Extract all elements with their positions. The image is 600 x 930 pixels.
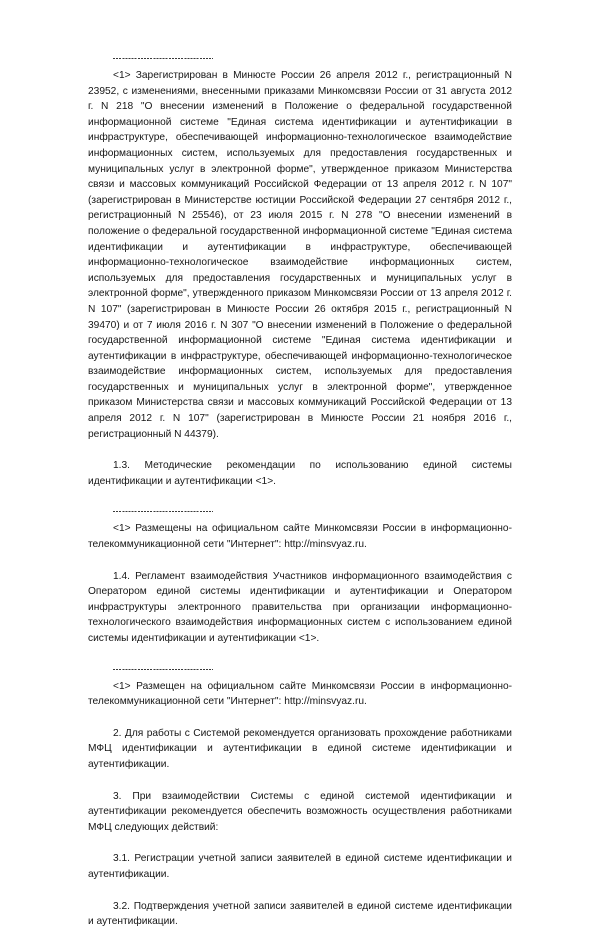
footnote-3-text: <1> Размещен на официальном сайте Минкомсвязи России в информационно-телекоммуникационной сети "Интернет": http://minsvyaz.ru. bbox=[88, 680, 512, 708]
clause-3-2: 3.2. Подтверждения учетной записи заявителей в единой системе идентификации и аутентификации. bbox=[88, 900, 512, 928]
clause-3: 3. При взаимодействии Системы с единой системой идентификации и аутентификации рекомендуется обеспечить возможность осуществления работниками МФЦ следующих действий: bbox=[88, 790, 512, 833]
dashed-rule bbox=[113, 58, 213, 59]
document-text-body bbox=[88, 52, 512, 930]
footnote-separator-2 bbox=[88, 505, 512, 521]
clause-2: 2. Для работы с Системой рекомендуется организовать прохождение работниками МФЦ идентификации и аутентификации в единой системе идентификации и аутентификации. bbox=[88, 727, 512, 770]
spacer bbox=[88, 710, 512, 726]
spacer bbox=[88, 647, 512, 663]
spacer bbox=[88, 553, 512, 569]
dashed-rule bbox=[113, 511, 213, 512]
clause-1-3: 1.3. Методические рекомендации по использованию единой системы идентификации и аутентификации <1>. bbox=[88, 460, 512, 487]
spacer bbox=[88, 883, 512, 899]
clause-1-4: 1.4. Регламент взаимодействия Участников информационного взаимодействия с Оператором единой системы идентификации и аутентификации и Оператором инфраструктуры электронного правительства при организации информационно-технологического взаимодействия информационных систем с использованием единой системы идентификации и аутентификации <1>. bbox=[88, 570, 512, 644]
dashed-rule bbox=[113, 669, 213, 670]
spacer bbox=[88, 489, 512, 505]
clause-3-1: 3.1. Регистрации учетной записи заявителей в единой системе идентификации и аутентификации. bbox=[88, 853, 512, 880]
spacer bbox=[88, 835, 512, 851]
footnote-separator-1 bbox=[88, 52, 512, 68]
spacer bbox=[88, 442, 512, 458]
spacer bbox=[88, 773, 512, 789]
footnote-2-text: <1> Размещены на официальном сайте Минкомсвязи России в информационно-телекоммуникационной сети "Интернет": http://minsvyaz.ru. bbox=[88, 523, 512, 551]
footnote-1-text: <1> Зарегистрирован в Минюсте России 26 апреля 2012 г., регистрационный N 23952, с изменениями, внесенными приказами Минкомсвязи России от 31 августа 2012 г. N 218 "О внесении изменений в Положение о федеральной государственной информационной системе "Единая система идентификации и аутентификации в инфраструктуре, обеспечивающей информационно-технологическое взаимодействие информационных систем, используемых для предоставления государственных и муниципальных услуг в электронной форме", утвержденное приказом Министерства связи и массовых коммуникаций Российской Федерации от 13 апреля 2012 г. N 107" (зарегистрирован в Министерстве юстиции Российской Федерации 27 сентября 2012 г., регистрационный N 25546), от 23 июля 2015 г. N 278 "О внесении изменений в положение о федеральной государственной информационной системе "Единая система идентификации и аутентификации в инфраструктуре, обеспечивающей информационно-технологическое взаимодействие информационных систем, используемых для предоставления государственных и муниципальных услуг в электронной форме", утвержденного приказом Минкомсвязи России от 13 апреля 2012 г. N 107" (зарегистрирован в Минюсте России 26 октября 2015 г., регистрационный N 39470) и от 7 июля 2016 г. N 307 "О внесении изменений в Положение о федеральной государственной информационной системе "Единая система идентификации и аутентификации в инфраструктуре, обеспечивающей информационно-технологическое взаимодействие информационных систем, используемых для предоставления государственных и муниципальных услуг в электронной форме", утвержденное приказом Министерства связи и массовых коммуникаций Российской Федерации от 13 апреля 2012 г. N 107" (зарегистрирован в Минюсте России 21 ноября 2016 г., регистрационный N 44379). bbox=[88, 70, 512, 440]
footnote-separator-3 bbox=[88, 663, 512, 679]
